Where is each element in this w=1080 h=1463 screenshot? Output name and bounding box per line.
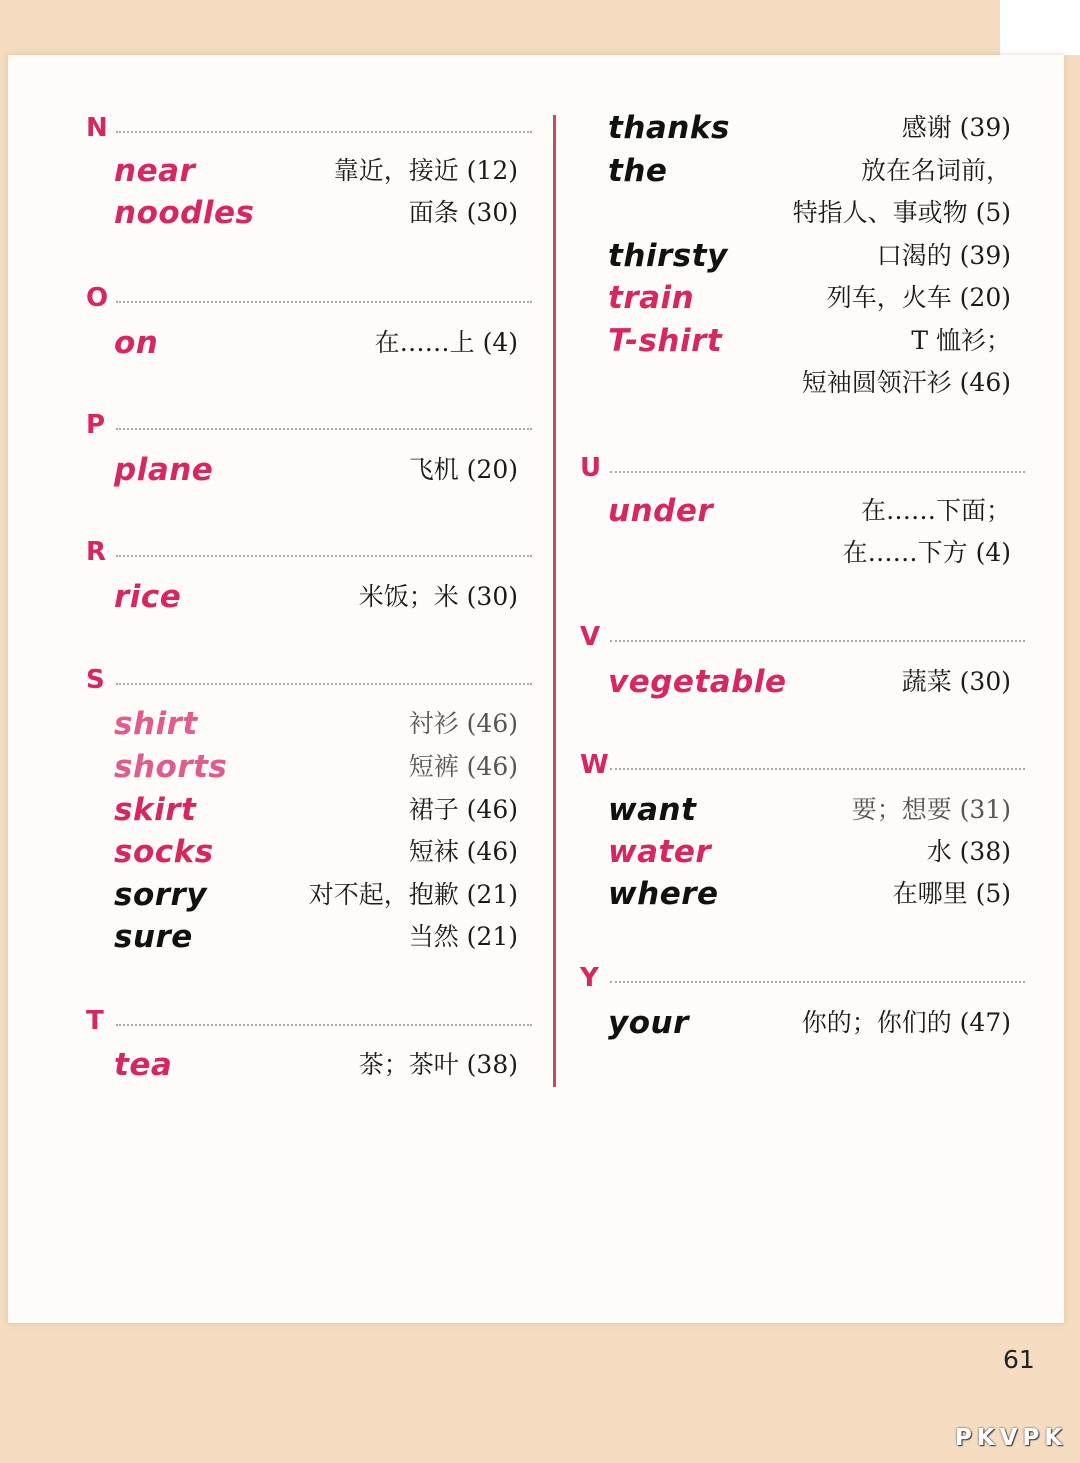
dotted-leader	[116, 428, 532, 430]
entry-gloss: 裙子 (46)	[408, 795, 518, 824]
entry-row	[114, 790, 518, 830]
entry-word: shorts	[114, 749, 228, 785]
entry-row	[114, 704, 518, 744]
entry-row	[608, 790, 1011, 830]
entry-gloss-continued: 在……下方 (4)	[842, 538, 1011, 567]
entry-word: train	[608, 280, 695, 316]
entry-gloss: 在哪里 (5)	[892, 879, 1011, 908]
entry-gloss: 茶；茶叶 (38)	[358, 1050, 518, 1079]
entry-word: socks	[114, 834, 214, 870]
entry-row	[608, 236, 1011, 276]
entry-row	[114, 875, 518, 915]
entry-gloss: 衬衫 (46)	[408, 709, 518, 738]
section-letter: R	[86, 537, 107, 567]
entry-gloss: 要；想要 (31)	[851, 795, 1011, 824]
dotted-leader	[610, 981, 1025, 983]
entry-gloss-continued: 特指人、事或物 (5)	[792, 198, 1011, 227]
dotted-leader	[610, 640, 1025, 642]
entry-word: plane	[114, 452, 214, 488]
dotted-leader	[116, 683, 532, 685]
entry-row	[608, 874, 1011, 914]
entry-gloss: 口渴的 (39)	[876, 241, 1011, 270]
entry-row	[608, 662, 1011, 702]
dotted-leader	[116, 301, 532, 303]
entry-gloss-continued: 短袖圆领汗衫 (46)	[801, 368, 1011, 397]
entry-word: skirt	[114, 792, 197, 828]
entry-row	[608, 151, 1011, 235]
entry-word: near	[114, 153, 196, 189]
column-divider	[553, 115, 556, 1087]
entry-gloss: T 恤衫；	[911, 326, 1011, 355]
entry-gloss: 对不起，抱歉 (21)	[308, 880, 518, 909]
entry-word: thirsty	[608, 238, 728, 274]
entry-row	[114, 151, 518, 191]
entry-word: the	[608, 153, 668, 189]
entry-gloss: 水 (38)	[926, 837, 1011, 866]
entry-gloss: 感谢 (39)	[901, 113, 1011, 142]
section-letter: O	[86, 283, 109, 313]
entry-word: want	[608, 792, 697, 828]
entry-row	[608, 1003, 1011, 1043]
entry-word: sure	[114, 919, 193, 955]
entry-row	[608, 321, 1011, 405]
entry-word: tea	[114, 1047, 173, 1083]
entry-word: your	[608, 1005, 689, 1041]
entry-row	[114, 323, 518, 363]
section-letter: N	[86, 113, 108, 143]
section-letter: T	[86, 1006, 104, 1036]
entry-row	[608, 108, 1011, 148]
dotted-leader	[610, 471, 1025, 473]
entry-word: T-shirt	[608, 323, 723, 359]
entry-word: where	[608, 876, 719, 912]
entry-row	[114, 1045, 518, 1085]
entry-gloss: 短裤 (46)	[408, 752, 518, 781]
entry-gloss: 列车，火车 (20)	[826, 283, 1011, 312]
entry-word: vegetable	[608, 664, 787, 700]
dotted-leader	[610, 768, 1025, 770]
entry-gloss: 靠近，接近 (12)	[333, 156, 518, 185]
entry-row	[114, 577, 518, 617]
entry-row	[114, 832, 518, 872]
entry-gloss: 放在名词前，	[860, 156, 1011, 185]
entry-gloss: 你的；你们的 (47)	[801, 1008, 1011, 1037]
page-number: 61	[1003, 1345, 1035, 1374]
entry-gloss: 米饭；米 (30)	[358, 582, 518, 611]
section-letter: S	[86, 665, 105, 695]
entry-word: under	[608, 493, 714, 529]
entry-word: rice	[114, 579, 182, 615]
entry-gloss: 面条 (30)	[408, 198, 518, 227]
entry-row	[608, 832, 1011, 872]
dotted-leader	[116, 131, 532, 133]
top-strip	[1000, 0, 1080, 55]
entry-gloss: 当然 (21)	[408, 922, 518, 951]
entry-row	[114, 193, 518, 233]
entry-gloss: 蔬菜 (30)	[901, 667, 1011, 696]
section-letter: V	[580, 622, 601, 652]
entry-row	[608, 278, 1011, 318]
dotted-leader	[116, 555, 532, 557]
watermark: PKVPK	[955, 1425, 1068, 1451]
entry-row	[114, 450, 518, 490]
section-letter: P	[86, 410, 106, 440]
entry-gloss: 飞机 (20)	[408, 455, 518, 484]
dotted-leader	[116, 1024, 532, 1026]
entry-word: shirt	[114, 706, 198, 742]
entry-gloss: 在……上 (4)	[374, 328, 518, 357]
entry-word: on	[114, 325, 159, 361]
section-letter: U	[580, 453, 602, 483]
entry-word: sorry	[114, 877, 208, 913]
section-letter: Y	[580, 963, 599, 993]
entry-row	[114, 747, 518, 787]
entry-gloss: 短袜 (46)	[408, 837, 518, 866]
entry-row	[114, 917, 518, 957]
section-letter: W	[580, 750, 609, 780]
entry-row	[608, 491, 1011, 575]
entry-word: thanks	[608, 110, 730, 146]
entry-gloss: 在……下面；	[860, 496, 1011, 525]
entry-word: noodles	[114, 195, 255, 231]
entry-word: water	[608, 834, 712, 870]
